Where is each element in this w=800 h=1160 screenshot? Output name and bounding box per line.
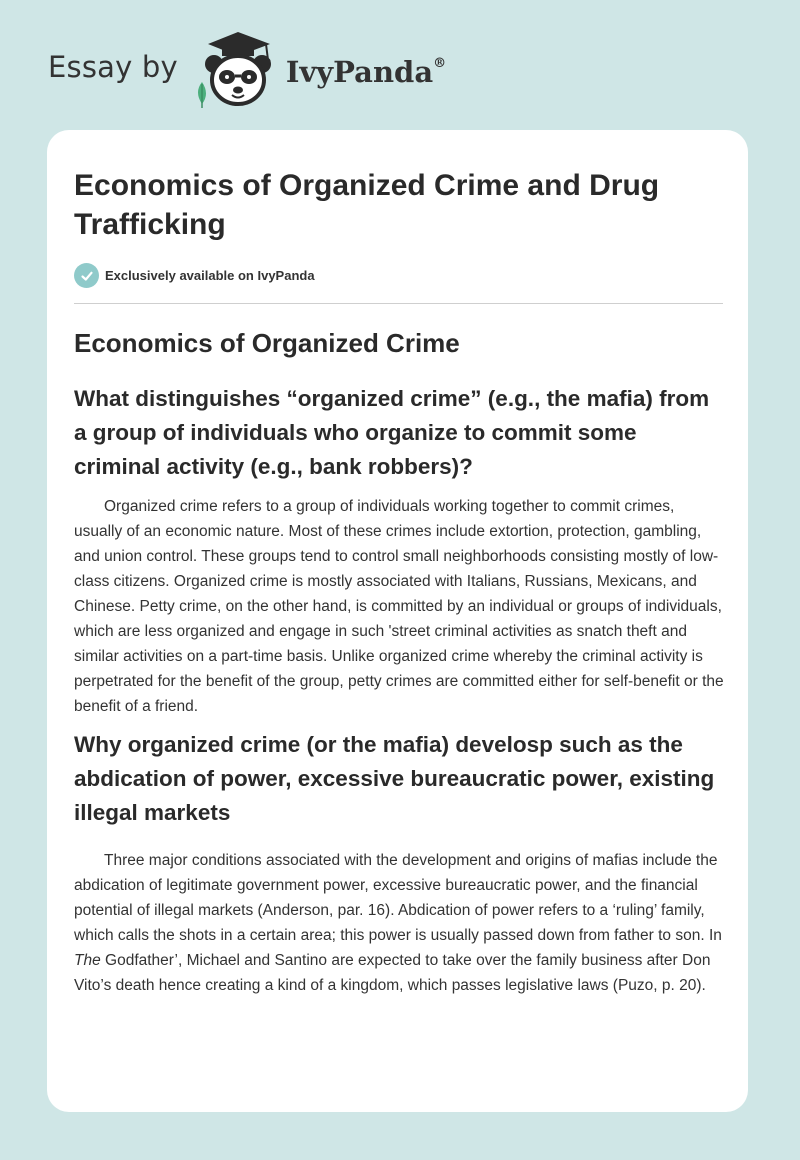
section-title: Economics of Organized Crime [74, 328, 460, 358]
panda-logo-icon[interactable] [192, 30, 284, 110]
exclusive-badge [74, 263, 315, 288]
italic-title: The [74, 952, 101, 969]
exclusive-label: Exclusively available on IvyPanda [105, 268, 315, 283]
body-paragraph: Organized crime refers to a group of individuals working together to commit crimes, usually of an economic nature. Most of these crimes include extortion, protection, gambling, and union control. These groups tend to control small neighborhoods consisting mostly of low-class citizens. Organized crime is mostly associated with Italians, Russians, Mexicans, and Chinese. Petty crime, on the other hand, is committed by an individual or groups of individuals, which are less organized and engage in such 'street criminal activities as snatch theft and similar activities on a part-time basis. Unlike organized crime whereby the criminal activity is perpetrated for the benefit of the group, petty crimes are committed either for self-benefit or the benefit of a friend. [74, 498, 724, 715]
question-heading: Why organized crime (or the mafia) develosp such as the abdication of power, excessive bureaucratic power, existing illegal markets [74, 732, 715, 825]
body-paragraph: Three major conditions associated with the development and origins of mafias include the abdication of legitimate government power, excessive bureaucratic power, and the financial potential of illegal markets (Anderson, par. 16). Abdication of power refers to a ‘ruling’ family, which calls the shots in a certain area; this power is usually passed down from father to son. In The Godfather’, Michael and Santino are expected to take over the family business after Don Vito’s death hence creating a kind of a kingdom, which passes legislative laws (Puzo, p. 20). [74, 852, 722, 994]
essay-content [74, 326, 724, 1007]
page-title: Economics of Organized Crime and Drug Trafficking [74, 169, 660, 241]
site-header [48, 30, 446, 110]
question-heading: What distinguishes “organized crime” (e.g., the mafia) from a group of individuals who organize to commit some criminal activity (e.g., bank robbers)? [74, 386, 710, 479]
essay-by-label: Essay by [48, 50, 178, 84]
divider [74, 303, 723, 304]
brand-name[interactable]: IvyPanda® [285, 55, 447, 89]
registered-mark: ® [433, 56, 447, 72]
check-icon [74, 263, 99, 288]
essay-card [47, 130, 748, 1112]
